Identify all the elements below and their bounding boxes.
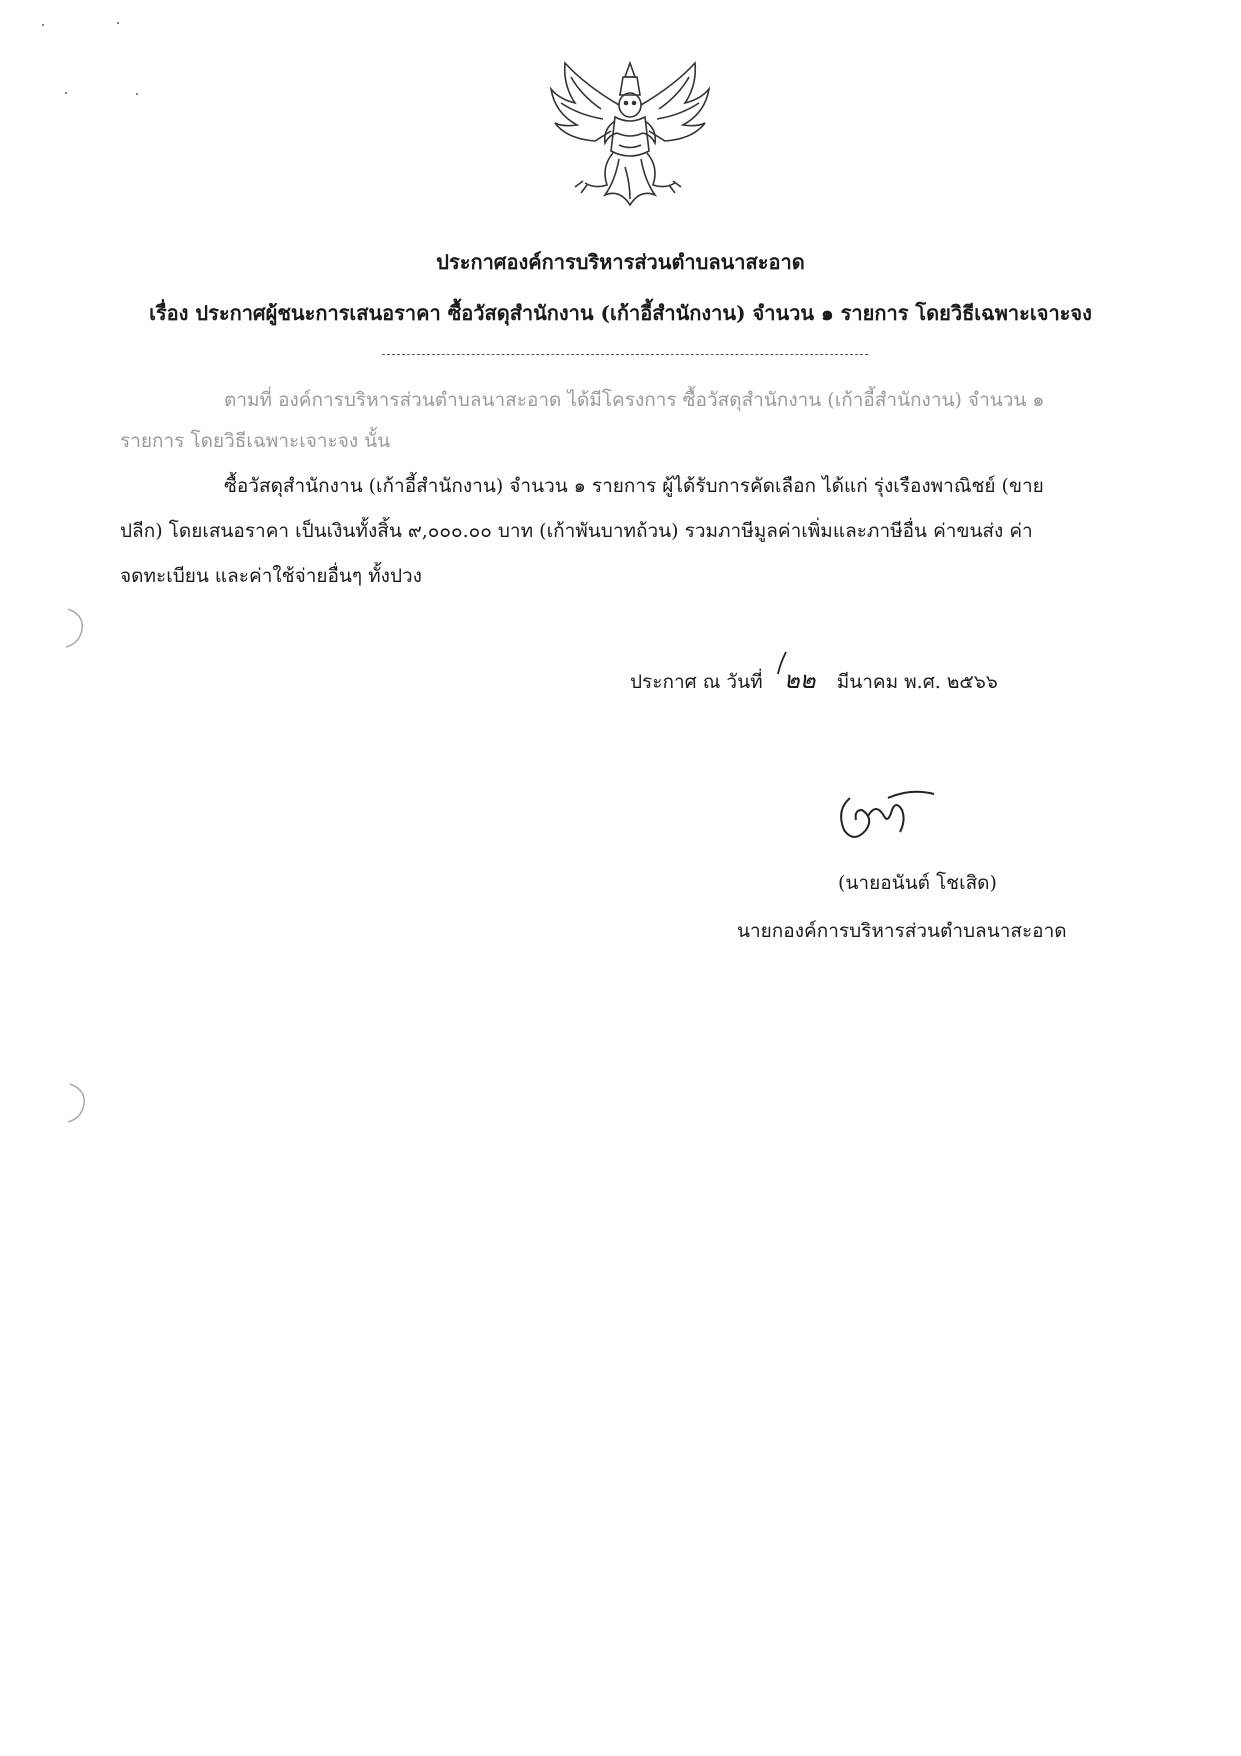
signatory-name: (นายอนันต์ โชเสิด) [838,872,997,894]
paragraph-2-line-3: จดทะเบียน และค่าใช้จ่ายอื่นๆ ทั้งปวง [120,565,422,587]
garuda-emblem [545,55,715,215]
handwritten-signature [830,780,940,850]
scan-speck [136,93,138,95]
announcement-day: ๒๒ [783,666,816,694]
document-subject: เรื่อง ประกาศผู้ชนะการเสนอราคา ซื้อวัสดุสำนักงาน (เก้าอี้สำนักงาน) จำนวน ๑ รายการ โดยวิธีเฉพาะเจาะจง [149,301,1092,325]
announcement-date-prefix: ประกาศ ณ วันที่ [630,671,763,693]
paragraph-1-line-1: ตามที่ องค์การบริหารส่วนตำบลนาสะอาด ได้มีโครงการ ซื้อวัสดุสำนักงาน (เก้าอี้สำนักงาน) จำนวน ๑ [224,389,1045,411]
announcement-date [630,660,998,699]
punch-hole-mark [62,1080,92,1126]
scan-speck [42,24,44,26]
document-org-title: ประกาศองค์การบริหารส่วนตำบลนาสะอาด [436,250,805,274]
scan-speck [65,92,67,94]
paragraph-2-line-1: ซื้อวัสดุสำนักงาน (เก้าอี้สำนักงาน) จำนวน ๑ รายการ ผู้ได้รับการคัดเลือก ได้แก่ รุ่งเรืองพาณิชย์ (ขาย [224,475,1044,497]
handwritten-day-stroke [750,650,806,694]
paragraph-1-line-2: รายการ โดยวิธีเฉพาะเจาะจง นั้น [120,430,391,452]
signatory-position: นายกองค์การบริหารส่วนตำบลนาสะอาด [737,920,1067,942]
paragraph-2-line-2: ปลีก) โดยเสนอราคา เป็นเงินทั้งสิ้น ๙,๐๐๐.๐๐ บาท (เก้าพันบาทถ้วน) รวมภาษีมูลค่าเพิ่มและภาษีอื่น ค่าขนส่ง ค่า [120,520,1033,542]
title-divider [382,354,868,355]
scan-speck [117,22,119,24]
announcement-date-suffix: มีนาคม พ.ศ. ๒๕๖๖ [836,671,998,693]
punch-hole-mark [60,605,90,651]
